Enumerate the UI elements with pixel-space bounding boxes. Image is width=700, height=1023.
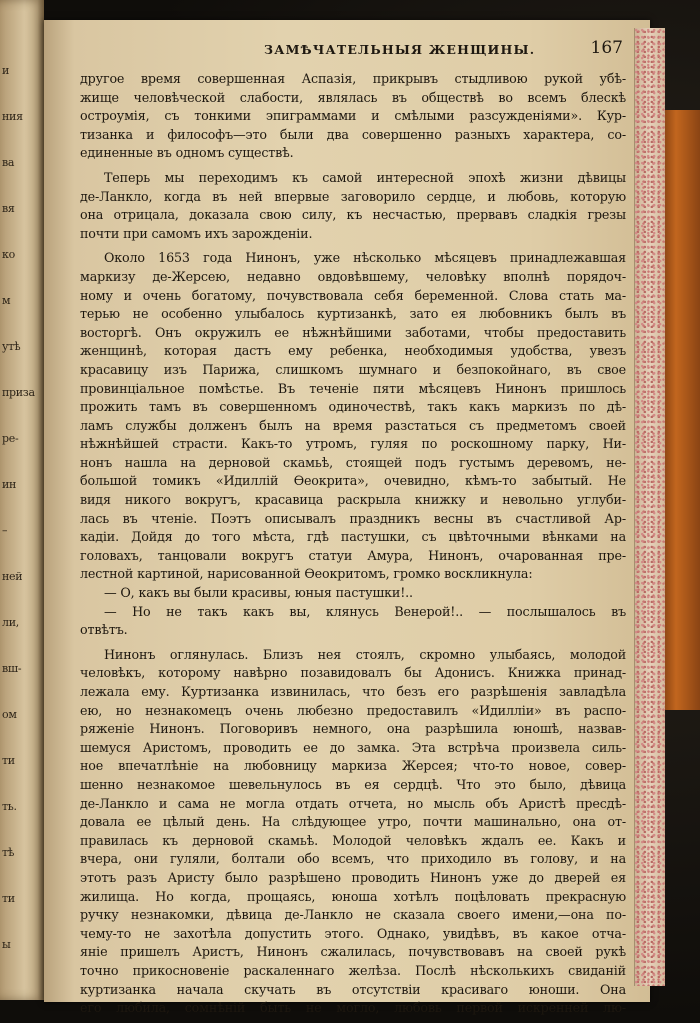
text-line: Около 1653 года Нинонъ, уже нѣсколько мѣсяцевъ принадлежавшая xyxy=(104,250,626,266)
text-line: — О, какъ вы были красивы, юныя пастушки!.. xyxy=(104,585,413,601)
text-line: чему-то не захотѣла допустить этого. Однако, увидѣвъ, въ какое отча- xyxy=(80,925,626,941)
text-line: провинціальное помѣстье. Въ теченіе пяти мѣсяцевъ Нинонъ пришлось xyxy=(80,380,626,396)
text-line: человѣкъ, которому навѣрно позавидовалъ бы Адонисъ. Книжка принад- xyxy=(80,665,626,681)
text-line: Нинонъ оглянулась. Близъ нея стоялъ, скромно улыбаясь, молодой xyxy=(104,646,626,662)
left-page-fragment: ы xyxy=(2,938,11,951)
text-line: ряженіе Нинонъ. Поговоривъ немного, она разрѣшила юношѣ, назвав- xyxy=(80,721,626,737)
text-line: отвѣтъ. xyxy=(80,622,128,638)
left-page-fragment: вш- xyxy=(2,662,22,675)
left-page-fragment: приза xyxy=(2,386,35,399)
running-title: ЗАМѢЧАТЕЛЬНЫЯ ЖЕНЩИНЫ. xyxy=(264,42,536,57)
text-line: она отрицала, доказала свою силу, къ несчастью, прервавъ сладкія грезы xyxy=(80,207,626,223)
text-line: тизанка и философъ—это были два совершенно разныхъ характера, со- xyxy=(80,126,626,142)
text-line: довала ее цѣлый день. На слѣдующее утро, почти машинально, она от- xyxy=(80,814,626,830)
text-line: нѣжнѣйшей страсти. Какъ-то утромъ, гуляя по роскошному парку, Ни- xyxy=(80,436,626,452)
text-line: де-Ланкло, когда въ ней впервые заговорило сердце, и любовь, которую xyxy=(80,188,626,204)
left-page-fragment: ней xyxy=(2,570,23,583)
text-line: точно прикосновеніе раскаленнаго желѣза. Послѣ нѣсколькихъ свиданій xyxy=(80,962,626,978)
text-line: почти при самомъ ихъ зарожденіи. xyxy=(80,225,313,241)
text-line: большой томикъ «Идиллій Ѳеокрита», очевидно, кѣмъ-то забытый. Не xyxy=(80,473,626,489)
left-page-fragment: – xyxy=(2,524,8,537)
text-line: остроумія, съ тонкими эпиграммами и смѣлыми разсужденіями». Кур- xyxy=(80,108,626,124)
text-line: Теперь мы переходимъ къ самой интересной эпохѣ жизни дѣвицы xyxy=(104,169,626,185)
text-line: единенные въ одномъ существѣ. xyxy=(80,145,294,161)
page-fore-edge xyxy=(634,28,665,986)
text-line: терью не особенно улыбалось куртизанкѣ, зато ея любовникъ былъ въ xyxy=(80,306,626,322)
left-page-fragment: ре- xyxy=(2,432,19,445)
left-page-fragment: ти xyxy=(2,892,15,905)
text-line: правилась къ дерновой скамьѣ. Молодой человѣкъ ждалъ ее. Какъ и xyxy=(80,832,626,848)
left-page-fragment: ния xyxy=(2,110,23,123)
left-page-fragment: ли, xyxy=(2,616,19,629)
left-page-fragment: ти xyxy=(2,754,15,767)
text-line: другое время совершенная Аспазія, прикрывъ стыдливою рукой убѣ- xyxy=(80,71,626,86)
book-page xyxy=(44,20,650,1016)
text-line: ручку незнакомки, дѣвица де-Ланкло не сказала своего имени,—она по- xyxy=(80,907,626,923)
text-line: видя никого вокругъ, красавица раскрыла книжку и невольно углуби- xyxy=(80,492,626,508)
left-page-fragment: вя xyxy=(2,202,15,215)
text-line: ею, но незнакомецъ очень любезно предоставилъ «Идилліи» въ распо- xyxy=(80,702,626,718)
text-line: лась въ чтеніе. Поэтъ описывалъ праздникъ весны въ счастливой Ар- xyxy=(80,510,626,526)
left-page-fragment: ть. xyxy=(2,800,17,813)
text-line: де-Ланкло и сама не могла отдать отчета, но мысль объ Аристѣ пресдѣ- xyxy=(80,795,626,811)
text-line: кадіи. Дойдя до того мѣста, гдѣ пастушки, съ цвѣточными вѣнками на xyxy=(80,529,626,545)
text-line: нонъ нашла на дерновой скамьѣ, стоящей подъ густымъ деревомъ, не- xyxy=(80,454,626,470)
text-line: маркизу де-Жерсею, недавно овдовѣвшему, человѣку вполнѣ порядоч- xyxy=(80,268,626,284)
left-page-strip xyxy=(0,0,44,1000)
page-number: 167 xyxy=(590,38,623,58)
text-line: шемуся Аристомъ, проводить ее до замка. Эта встрѣча произвела силь- xyxy=(80,739,626,755)
text-line: этотъ разъ Аристу было разрѣшено проводить Нинонъ уже до дверей ея xyxy=(80,869,626,885)
text-line: лежала ему. Куртизанка извинилась, что безъ его разрѣшенія завладѣла xyxy=(80,684,626,699)
text-line: ному и очень богатому, почувствовала себя беременной. Слова стать ма- xyxy=(80,287,626,303)
text-line: ламъ службы долженъ былъ на время разстаться съ предметомъ своей xyxy=(80,417,626,433)
text-line: куртизанка начала скучать въ отсутствіи красиваго юноши. Она xyxy=(80,981,626,997)
left-page-fragment: м xyxy=(2,294,11,307)
text-line: вчера, они гуляли, болтали обо всемъ, что приходило въ голову, и на xyxy=(80,851,626,867)
text-line: — Но не такъ какъ вы, клянусь Венерой!.. — послышалось въ xyxy=(104,603,626,619)
book-cover-edge xyxy=(660,110,700,710)
left-page-fragment: ом xyxy=(2,708,17,721)
left-page-fragment: ва xyxy=(2,156,15,169)
text-line: жилища. Но когда, прощаясь, юноша хотѣлъ поцѣловать прекрасную xyxy=(80,888,626,904)
text-line: женщинѣ, которая дастъ ему ребенка, необходимыя удобства, увезъ xyxy=(80,343,626,359)
text-line: красавицу изъ Парижа, слишкомъ шумнаго и безпокойнаго, въ свое xyxy=(80,361,626,377)
text-line: восторгѣ. Онъ окружилъ ее нѣжнѣйшими заботами, чтобы предоставить xyxy=(80,324,626,340)
text-line: шенно незнакомое шевельнулось въ ея сердцѣ. Что это было, дѣвица xyxy=(80,776,626,792)
left-page-fragment: тѣ xyxy=(2,846,15,859)
text-line: лестной картиной, нарисованной Ѳеокритомъ, громко воскликнула: xyxy=(80,566,533,582)
page-header xyxy=(74,38,629,64)
body-text xyxy=(80,70,626,1018)
left-page-fragment: ко xyxy=(2,248,15,261)
left-page-fragment: ин xyxy=(2,478,17,491)
text-line: его любила, сомнѣній быть не могло, любовь первой искренней лю- xyxy=(80,1000,626,1016)
text-line: головахъ, танцовали вокругъ статуи Амура, Нинонъ, очарованная пре- xyxy=(80,547,626,563)
text-line: жище человѣческой слабости, являлась въ обществѣ во всемъ блескѣ xyxy=(80,89,626,105)
left-page-fragment: утѣ xyxy=(2,340,21,353)
text-line: ное впечатлѣніе на любовницу маркиза Жерсея; что-то новое, совер- xyxy=(80,758,626,774)
text-line: прожить тамъ въ совершенномъ одиночествѣ, такъ какъ маркизъ по дѣ- xyxy=(80,399,626,415)
text-line: яніе пришелъ Аристъ, Нинонъ сжалилась, почувствовавъ на своей рукѣ xyxy=(80,944,626,960)
left-page-fragment: и xyxy=(2,64,10,77)
